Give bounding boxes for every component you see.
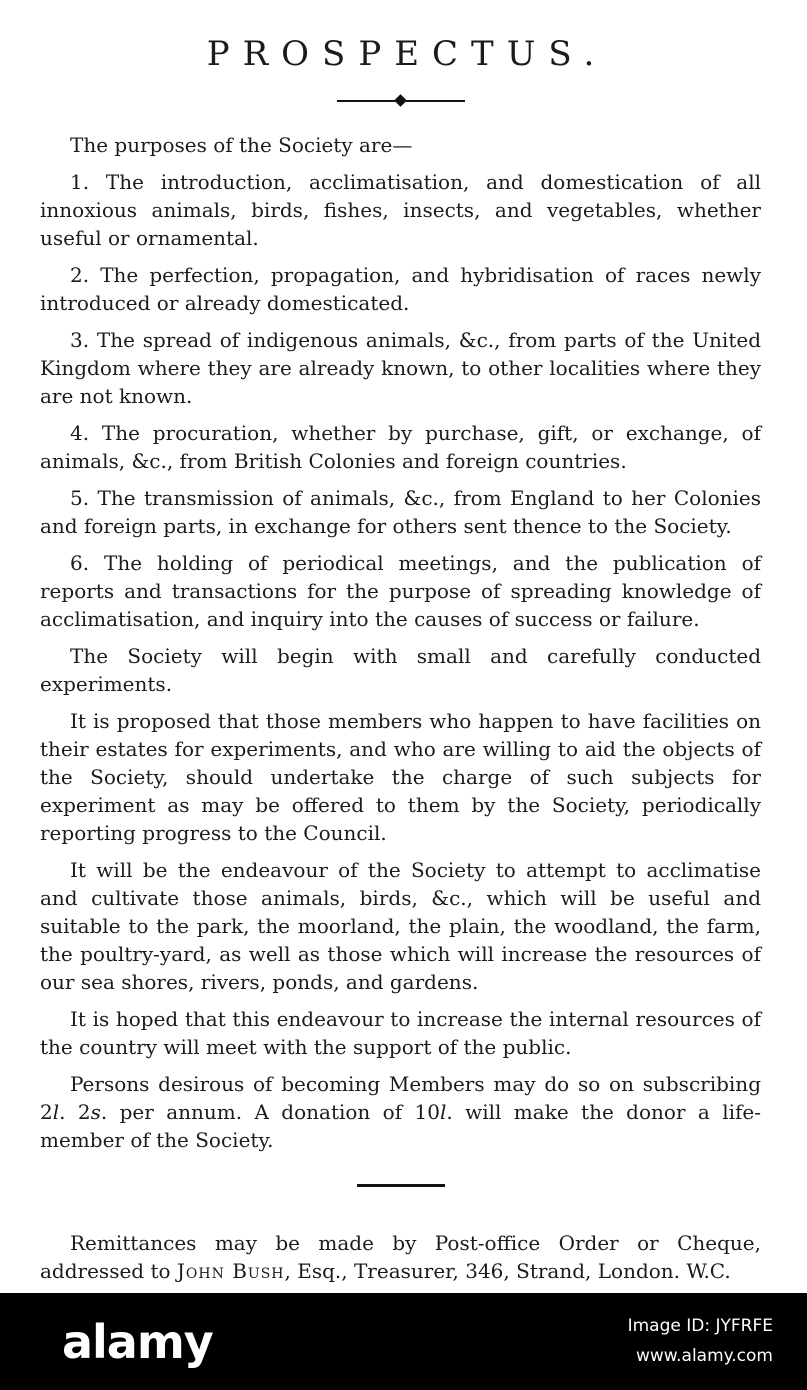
remittance-paragraph [40, 1229, 761, 1285]
item-number: 3. [70, 328, 90, 352]
purpose-item-5 [40, 484, 761, 540]
item-text: The procuration, whether by purchase, gift, or exchange, of animals, &c., from British Colonies and foreign countries. [40, 421, 761, 473]
italic-currency-letter: l [439, 1100, 447, 1124]
page-title: PROSPECTUS. [206, 34, 608, 74]
item-number: 4. [70, 421, 90, 445]
remittance-text: Remittances may be made by Post-office Order or Cheque, addressed to [40, 1231, 761, 1283]
item-number: 6. [70, 551, 90, 575]
item-number: 2. [70, 263, 90, 287]
italic-currency-letter: s [90, 1100, 101, 1124]
watermark-bar [0, 1293, 807, 1390]
paragraph-membership-terms [40, 1070, 761, 1154]
item-number: 1. [70, 170, 90, 194]
item-text: The transmission of animals, &c., from England to her Colonies and foreign parts, in exchange for others sent thence to the Society. [40, 486, 762, 538]
alamy-url: www.alamy.com [635, 1345, 773, 1366]
alamy-logo: alamy [62, 1314, 213, 1369]
membership-text: Persons desirous of becoming Members may do so on subscribing 2 [40, 1072, 761, 1124]
purpose-item-4 [40, 419, 761, 475]
image-id-label: Image ID: JYFRFE [627, 1315, 773, 1336]
purposes-intro: The purposes of the Society are— [70, 133, 413, 157]
membership-text: . per annum. A donation of 10 [100, 1100, 440, 1124]
diamond-ornament-icon [394, 94, 407, 107]
item-text: The holding of periodical meetings, and the publication of reports and transactions for the purpose of spreading knowledge of acclimatisation, and inquiry into the causes of success or failure. [40, 551, 762, 631]
item-number: 5. [70, 486, 90, 510]
purpose-item-3 [40, 326, 761, 410]
paragraph-public-support: It is hoped that this endeavour to increase the internal resources of the country will meet with the support of the public. [40, 1007, 761, 1059]
divider-line-right [406, 100, 465, 102]
italic-currency-letter: l [52, 1100, 60, 1124]
paragraph-members-facilities: It is proposed that those members who happen to have facilities on their estates for experiments, and who are willing to aid the objects of the Society, should undertake the charge of such subjects for experiment as may be offered to them by the Society, periodically reporting progress to the Council. [40, 709, 761, 845]
section-rule [357, 1184, 445, 1187]
remittance-text: , Esq., Treasurer, 346, Strand, London. W.C. [284, 1259, 731, 1283]
membership-text: . will make the donor a life-member of the Society. [40, 1100, 761, 1152]
ornamental-divider [337, 96, 465, 105]
item-text: The perfection, propagation, and hybridisation of races newly introduced or already domesticated. [40, 263, 761, 315]
treasurer-name: John Bush [176, 1259, 285, 1283]
membership-text: . 2 [59, 1100, 91, 1124]
purpose-item-2 [40, 261, 761, 317]
paragraph-experiments: The Society will begin with small and carefully conducted experiments. [40, 644, 761, 696]
watermark-meta [628, 1312, 773, 1372]
item-text: The introduction, acclimatisation, and domestication of all innoxious animals, birds, fishes, insects, and vegetables, whether useful or ornamental. [40, 170, 761, 250]
divider-line-left [337, 100, 396, 102]
purpose-item-1 [40, 168, 761, 252]
item-text: The spread of indigenous animals, &c., from parts of the United Kingdom where they are already known, to other localities where they are not known. [40, 328, 762, 408]
purpose-item-6 [40, 549, 761, 633]
paragraph-endeavour-acclimatise: It will be the endeavour of the Society to attempt to acclimatise and cultivate those animals, birds, &c., which will be useful and suitable to the park, the moorland, the plain, the woodland, the farm, the poultry-yard, as well as those which will increase the resources of our sea shores, rivers, ponds, and gardens. [40, 858, 761, 994]
